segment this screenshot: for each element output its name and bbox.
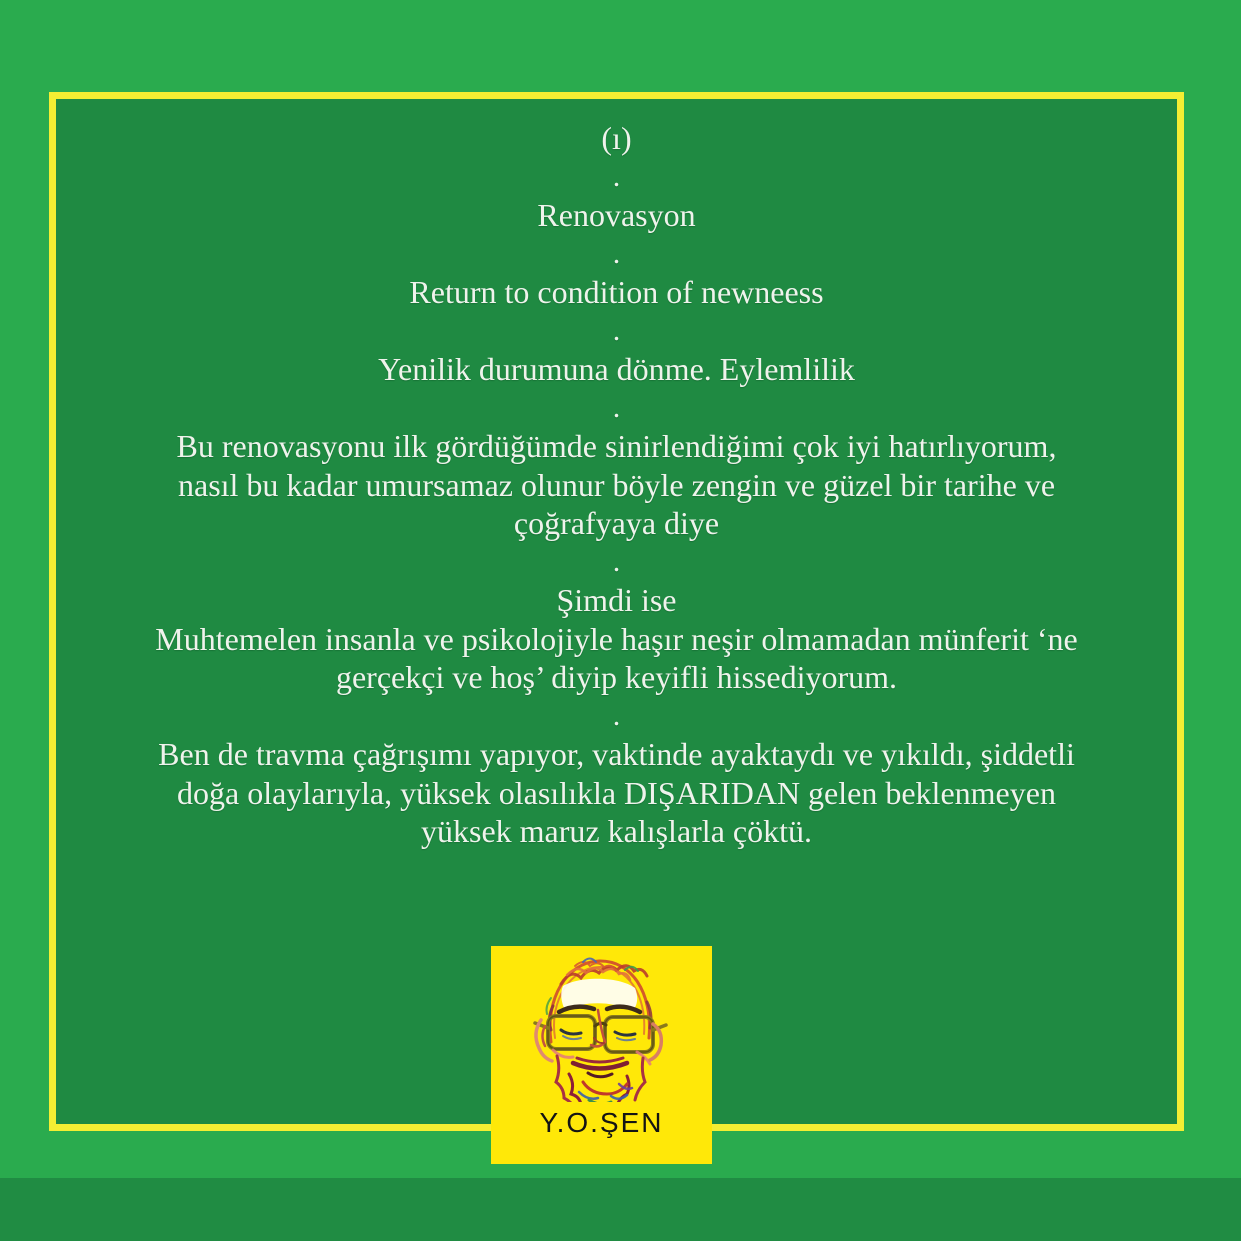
- separator-dot: .: [612, 236, 621, 270]
- quote-line: Return to condition of newneess: [409, 274, 824, 310]
- artist-name: Y.O.ŞEN: [539, 1107, 664, 1138]
- footer-band: [0, 1178, 1241, 1241]
- quote-lines: [56, 99, 1177, 851]
- separator-dot: .: [612, 159, 621, 193]
- quote-line: (ı): [601, 120, 632, 156]
- separator-dot: .: [612, 390, 621, 424]
- separator-dot: .: [612, 698, 621, 732]
- quote-line: gerçekçi ve hoş’ diyip keyifli hissediyorum.: [335, 659, 898, 695]
- quote-line: Renovasyon: [537, 197, 696, 233]
- quote-line: Yenilik durumuna dönme. Eylemlilik: [378, 351, 855, 387]
- quote-line: doğa olaylarıyla, yüksek olasılıkla DIŞARIDAN gelen beklenmeyen: [177, 774, 1056, 811]
- quote-line: Bu renovasyonu ilk gördüğümde sinirlendiğimi çok iyi hatırlıyorum,: [176, 428, 1057, 464]
- quote-line: Muhtemelen insanla ve psikolojiyle haşır neşir olmamadan münferit ‘ne: [155, 620, 1078, 657]
- quote-line: Şimdi ise: [556, 582, 677, 618]
- separator-dot: .: [612, 544, 621, 578]
- quote-line: çoğrafyaya diye: [513, 505, 720, 541]
- quote-line: yüksek maruz kalışlarla çöktü.: [421, 813, 812, 849]
- separator-dot: .: [612, 313, 621, 347]
- signature-badge: [491, 946, 712, 1164]
- quote-line: nasıl bu kadar umursamaz olunur böyle zengin ve güzel bir tarihe ve: [177, 466, 1056, 503]
- portrait-illustration: [491, 946, 712, 1102]
- quote-line: Ben de travma çağrışımı yapıyor, vaktinde ayaktaydı ve yıkıldı, şiddetli: [158, 736, 1075, 772]
